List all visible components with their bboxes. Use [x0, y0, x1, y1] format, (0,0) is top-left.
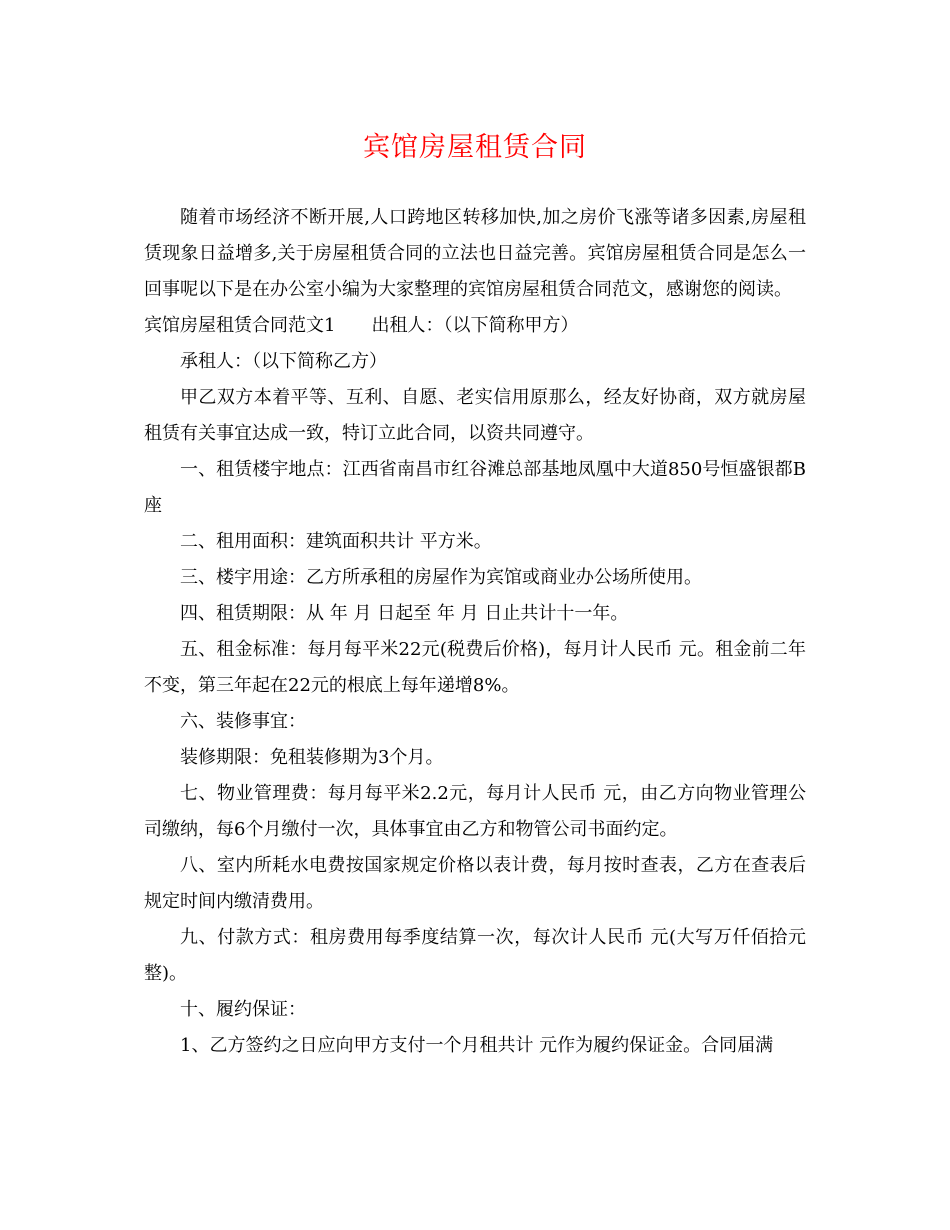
clause-paragraph: 四、租赁期限：从 年 月 日起至 年 月 日止共计十一年。 [180, 603, 629, 624]
clause-paragraph: 1、乙方签约之日应向甲方支付一个月租共计 元作为履约保证金。合同届满 [180, 1035, 774, 1056]
clause-paragraph: 六、装修事宜： [180, 711, 306, 732]
document-title: 宾馆房屋租赁合同 [363, 132, 587, 163]
clause-paragraph: 三、楼宇用途：乙方所承租的房屋作为宾馆或商业办公场所使用。 [180, 567, 702, 588]
lessor-line: 出租人：（以下简称甲方） [371, 315, 579, 336]
clause-paragraph: 一、租赁楼宇地点：江西省南昌市红谷滩总部基地凤凰中大道850号恒盛银都B座 [144, 459, 806, 516]
intro-paragraph: 随着市场经济不断开展,人口跨地区转移加快,加之房价飞涨等诸多因素,房屋租赁现象日益增多,关于房屋租赁合同的立法也日益完善。宾馆房屋租赁合同是怎么一回事呢以下是在办公室小编为大家整理的宾馆房屋租赁合同范文，感谢您的阅读。 [144, 207, 806, 300]
document-body [144, 200, 806, 1064]
clause-paragraph: 八、室内所耗水电费按国家规定价格以表计费，每月按时查表，乙方在查表后规定时间内缴清费用。 [144, 855, 806, 912]
sample-heading-line [144, 308, 806, 344]
sample-heading: 宾馆房屋租赁合同范文1 [144, 315, 336, 336]
lessee-line: 承租人：（以下简称乙方） [180, 351, 387, 372]
clause-paragraph: 九、付款方式：租房费用每季度结算一次，每次计人民币 元(大写万仟佰拾元整)。 [144, 927, 806, 984]
clause-paragraph: 二、租用面积：建筑面积共计 平方米。 [180, 531, 492, 552]
clause-paragraph: 十、履约保证： [180, 999, 306, 1020]
clause-paragraph: 七、物业管理费：每月每平米2.2元，每月计人民币 元，由乙方向物业管理公司缴纳，每6个月缴付一次，具体事宜由乙方和物管公司书面约定。 [144, 783, 806, 840]
clause-paragraph: 五、租金标准：每月每平米22元(税费后价格)，每月计人民币 元。租金前二年不变，第三年起在22元的根底上每年递增8%。 [144, 639, 806, 696]
preamble-paragraph: 甲乙双方本着平等、互利、自愿、老实信用原那么，经友好协商，双方就房屋租赁有关事宜达成一致，特订立此合同，以资共同遵守。 [144, 387, 806, 444]
clause-paragraph: 装修期限：免租装修期为3个月。 [180, 747, 444, 768]
